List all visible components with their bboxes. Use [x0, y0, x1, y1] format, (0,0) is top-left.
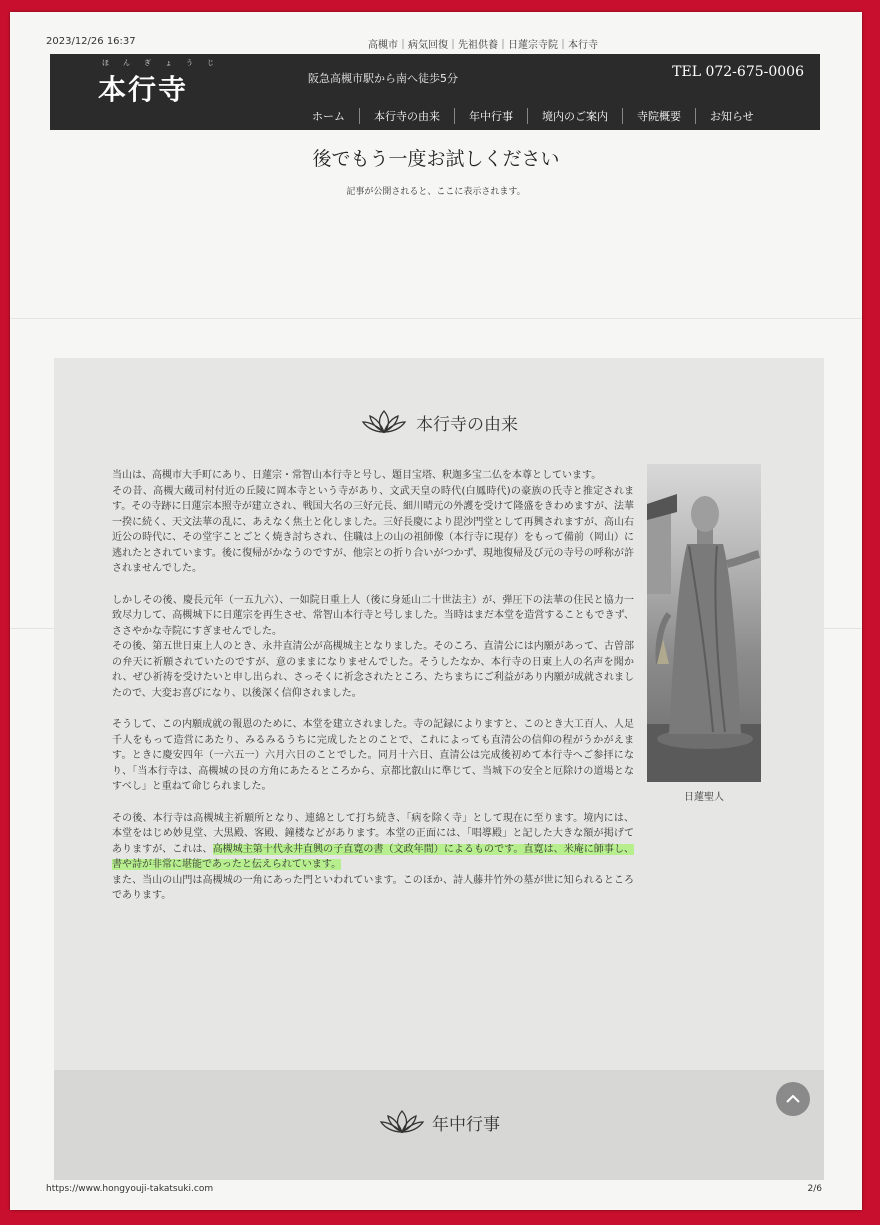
logo-ruby: ほんぎょうじ: [102, 59, 228, 67]
statue-image: [647, 464, 761, 782]
nav-news[interactable]: お知らせ: [695, 108, 768, 124]
nav-grounds[interactable]: 境内のご案内: [527, 108, 622, 124]
history-para-6: その後、本行寺は高槻城主祈願所となり、連綿として打ち続き、「病を除く寺」として現在に至ります。境内には、本堂をはじめ妙見堂、大黒殿、客殿、鐘楼などがあります。本堂の正面には、「唱導殿」と記した大きな額が掲げてありますが、これは、: [112, 812, 634, 855]
history-para-1: 当山は、高槻市大手町にあり、日蓮宗・常智山本行寺と号し、題目宝塔、釈迦多宝二仏を本尊としています。: [112, 470, 602, 481]
history-title: 本行寺の由来: [416, 414, 518, 435]
publish-notice: 記事が公開されると、ここに表示されます。: [346, 187, 526, 197]
history-para-4: その後、第五世日東上人のとき、永井直清公が高槻城主となりました。そのころ、直清公には内願があって、古曽部の弁天に祈願されていたのですが、意のままになりませんでした。そうしたなか、本行寺の日東上人の名声を聞かれ、ぜひ祈祷を受けたいと申し出られ、さっそくに祈念されたところ、たちまちにご利益があり内願が成就されましたので、大変お喜びになり、以後深く信仰されました。: [112, 641, 634, 699]
events-section: [54, 1070, 824, 1180]
history-section: [54, 358, 824, 1078]
lotus-icon: [378, 1108, 426, 1136]
print-url: https://www.hongyouji-takatsuki.com: [46, 1184, 214, 1194]
site-logo[interactable]: 本行寺: [98, 73, 189, 106]
printed-page: [10, 12, 862, 1210]
history-para-2: その昔、高槻大蔵司村付近の丘陵に岡本寺という寺があり、文武天皇の時代(白鳳時代)の豪族の氏寺と推定されます。その寺跡に日蓮宗本照寺が建立され、戦国大名の三好元長、細川晴元の外護を受けて隆盛をきわめますが、法華一揆に続く、天文法華の乱に、あえなく焦土と化しました。三好長慶により毘沙門堂として再興されますが、高山右近公の時代に、その堂宇ことごとく焼き討ちされ、住職は上の山の祖師像（本行寺に現存）をもって備前（岡山）に逃れたとされています。後に復帰がかなうのですが、他宗との折り合いがつかず、現地復帰及び元の寺号の呼称が許されませんでした。: [112, 485, 634, 574]
print-page-number: 2/6: [807, 1184, 822, 1194]
nichiren-statue-photo: [647, 464, 761, 782]
phone-number[interactable]: TEL 072-675-0006: [672, 64, 804, 80]
history-text: [112, 468, 634, 920]
main-nav: [298, 108, 768, 124]
events-title: 年中行事: [432, 1114, 500, 1135]
history-para-3: しかしその後、慶長元年（一五九六）、一如院日重上人（後に身延山二十世法主）が、弾圧下の法華の住民と協力一致尽力して、高槻城下に日蓮宗を再生させ、常智山本行寺と号しました。当時はまだ本堂を造営することもできず、ささやかな寺院にすぎませんでした。: [112, 594, 634, 637]
history-para-5: そうして、この内願成就の報恩のために、本堂を建立されました。寺の記録によりますと、このとき大工百人、人足千人をもって造営にあたり、みるみるうちに完成したとのことで、これによっても直清公の信仰の程がうかがえます。ときに慶安四年（一六五一）六月六日のことでした。同月十六日、直清公は完成後初めて本行寺へご参拝になり、「当本行寺は、高槻城の艮の方角にあたるところから、京都比叡山に準じて、当城下の安全と厄除けの道場となすべし」と重ねて命じられました。: [112, 719, 634, 792]
nav-history[interactable]: 本行寺の由来: [359, 108, 454, 124]
fold-line: [10, 318, 862, 319]
section-heading: [54, 408, 824, 436]
access-info: 阪急高槻市駅から南へ徒歩5分: [308, 72, 458, 85]
highlighted-text: 高槻城主第十代永井直興の子直寛の書（文政年間）によるものです。: [212, 843, 524, 855]
highlighted-text: 直寛は、米庵に師事し、書や詩が非常に堪能であったと伝えられています。: [112, 843, 635, 870]
photo-caption: 日蓮聖人: [684, 792, 724, 803]
nav-events[interactable]: 年中行事: [454, 108, 527, 124]
section-heading: [54, 1108, 824, 1136]
lotus-icon: [360, 408, 408, 436]
retry-message: 後でもう一度お試しください: [312, 148, 560, 170]
chevron-up-icon: [785, 1094, 801, 1104]
print-datetime: 2023/12/26 16:37: [46, 36, 136, 47]
site-header: [50, 54, 820, 130]
nav-home[interactable]: ホーム: [312, 110, 345, 123]
history-para-7: また、当山の山門は高槻城の一角にあった門といわれています。このほか、詩人藤井竹外の墓が世に知られるところであります。: [112, 874, 634, 901]
print-page-title: 高槻市｜病気回復｜先祖供養｜日蓮宗寺院｜本行寺: [368, 40, 598, 51]
nav-overview[interactable]: 寺院概要: [622, 108, 695, 124]
